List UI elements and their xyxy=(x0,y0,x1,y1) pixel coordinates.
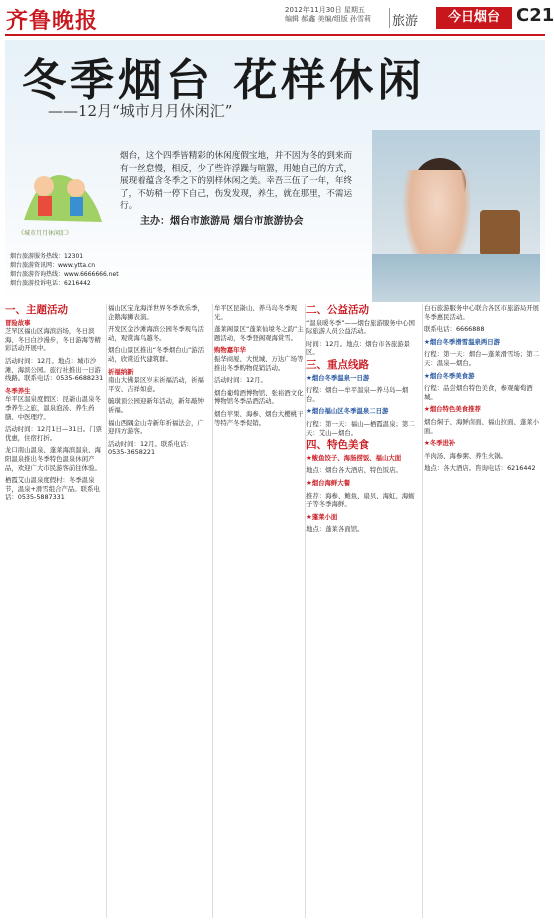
sub-heading: 祈福纳新 xyxy=(108,367,134,376)
article-paragraph: 地点：各大酒店。咨询电话：6216442 xyxy=(424,464,536,473)
article-paragraph: 推荐：海参、鲍鱼、扇贝、海虹、海蛎子等冬季海鲜。 xyxy=(306,491,415,509)
section-heading: 四、特色美食 xyxy=(306,439,369,452)
article-paragraph: 地点：烟台各大酒店、特色饭店。 xyxy=(306,466,402,475)
article-paragraph: ★烟台冬季美食游 xyxy=(424,371,475,380)
dateline xyxy=(285,6,385,24)
article-paragraph: 活动时间：12月。联系电话：0535-3658221 xyxy=(108,439,193,457)
sub-heading: 购物嘉年华 xyxy=(214,346,246,355)
article-paragraph: 行程：品尝烟台特色美食，参观葡萄酒城。 xyxy=(424,384,533,401)
article-paragraph: ★烟台冬季滑雪温泉两日游 xyxy=(424,337,501,346)
section-name: 旅游 xyxy=(392,14,419,29)
article-paragraph: 龙口南山温泉、蓬莱海滨温泉、海阳温泉推出冬季特色温泉休闲产品，欢迎广大市民游客前往体验。 xyxy=(5,446,101,472)
sub-heading: 冬季养生 xyxy=(5,386,31,395)
article-paragraph: 南山大佛景区岁末祈福活动，祈福平安、吉祥如意。 xyxy=(108,376,204,393)
article-paragraph: ★冬季进补 xyxy=(424,439,456,448)
section-heading: 二、公益活动 xyxy=(306,304,369,316)
date: 2012年11月30日 星期五 xyxy=(285,6,365,14)
newspaper-logo: 齐鲁晚报 xyxy=(6,8,99,34)
article-paragraph: 联系电话：6666888 xyxy=(424,325,485,334)
column-5 xyxy=(424,304,545,918)
hot-spring-photo xyxy=(372,130,540,302)
sub-heading: 冒险故事 xyxy=(5,318,31,327)
masthead xyxy=(0,0,554,34)
article-paragraph: ★烟台福山区冬季温泉二日游 xyxy=(306,407,389,416)
header-rule xyxy=(5,34,545,36)
section-box: 今日烟台 xyxy=(436,7,512,29)
article-paragraph: “温泉暖冬季”——烟台旅游服务中心国际旅游人员公益活动。 xyxy=(306,318,415,336)
column-rule xyxy=(106,304,107,918)
article-paragraph: 栖霞艾山温泉度假村：冬季温泉节，温泉+滑雪组合产品。联系电话：0535-5887331 xyxy=(5,476,100,502)
column-rule xyxy=(212,304,213,918)
article-paragraph: 活动时间：12月1日—31日。门票优惠，住宿打折。 xyxy=(5,425,103,442)
column-3 xyxy=(214,304,304,918)
article-paragraph: 烟台苹果、海参、烟台大樱桃干等特产冬季促销。 xyxy=(214,409,304,427)
article-paragraph: 烟台葡萄酒博物馆、张裕酒文化博物馆冬季品酒活动。 xyxy=(214,388,304,406)
article-paragraph: 振华商厦、大悦城、万达广场等推出冬季购物促销活动。 xyxy=(214,354,304,372)
article-paragraph: 行程：第一天：烟台—蓬莱滑雪场；第二天：温泉—烟台。 xyxy=(424,350,540,367)
editors: 编辑 郝鑫 美编/组版 孙雪莉 xyxy=(285,15,372,23)
article-paragraph: 行程：第一天：福山—栖霞温泉；第二天：艾山—烟台。 xyxy=(306,419,415,437)
article-paragraph: 地点：蓬莱各面馆。 xyxy=(306,525,364,534)
article-paragraph: 烟台山景区推出“冬季烟台山”游活动，欣赏近代建筑群。 xyxy=(108,346,205,363)
article-paragraph: ★鲅鱼饺子、海肠捞饭、福山大面 xyxy=(306,453,402,462)
article-paragraph: 白石旅游服务中心联合各区市旅游局开展冬季惠民活动。 xyxy=(424,304,540,321)
article-paragraph: 开发区金沙滩海滨公园冬季观鸟活动，观赏海鸟越冬。 xyxy=(108,325,204,342)
section-heading: 一、主题活动 xyxy=(5,304,68,316)
article-paragraph: ★烟台海鲜大餐 xyxy=(306,478,351,487)
article-paragraph: 行程：烟台—牟平温泉—养马岛—烟台。 xyxy=(306,386,409,403)
mascot-illustration xyxy=(14,150,110,230)
article-paragraph: ★烟台冬季温泉一日游 xyxy=(306,373,370,382)
article-paragraph: 毓璜顶公园迎新年活动，新年敲钟祈福。 xyxy=(108,397,204,414)
mascot-caption: 《城市月月休闲汇》 xyxy=(18,230,73,237)
article-paragraph: 牟平区温泉度假区：昆嵛山温泉冬季养生之旅，温泉泡汤、养生药膳、中医理疗。 xyxy=(5,395,101,421)
article-paragraph: 福山区宝龙海洋世界冬季欢乐季，企鹅海狮表演。 xyxy=(108,304,204,321)
subtitle: ——12月“城市月月休闲汇” xyxy=(48,102,233,120)
article-paragraph: 活动时间：12月。 xyxy=(214,376,267,385)
article-paragraph: 烟台焖子、海鲜卤面、福山拉面、蓬莱小面。 xyxy=(424,417,540,435)
column-rule xyxy=(422,304,423,918)
article-paragraph: 蓬莱阁景区“蓬莱仙境冬之韵”主题活动，冬季登阁观海赏雪。 xyxy=(214,325,304,342)
article-paragraph: 活动时间：12月。地点：城市沙滩、海滨公园。旅行社推出一日游线路。联系电话：0535-6688231 xyxy=(5,356,104,383)
contact-info: 烟台旅游服务热线：12301 烟台旅游资讯网：www.ytta.cn 烟台旅游咨询热线：www.6666666.net 烟台旅游投诉电话：6216442 xyxy=(10,253,119,287)
organizer-line: 主办：烟台市旅游局 烟台市旅游协会 xyxy=(140,216,304,227)
column-1 xyxy=(5,304,104,918)
column-4 xyxy=(306,304,421,918)
intro-text: 烟台，这个四季皆精彩的休闲度假宝地，并不因为冬的到来而有一丝怠慢，相反，少了些许浮躁与喧嚣，用她自己的方式，展现着蕴含冬季之下的别样休闲之美。幸吾三伍了一年，年终了，不妨稍一停下自己，伤发发现，养生，就在那里，不需运行。 xyxy=(120,151,353,211)
wooden-bucket-icon xyxy=(480,210,520,256)
page-number: C21 xyxy=(516,5,554,26)
article-paragraph: 芝罘区福山区海滨浴场，冬日滨海、冬日白沙漫步，冬日游海等精彩活动开展中。 xyxy=(5,327,101,353)
divider xyxy=(389,8,390,28)
article-paragraph: 牟平区昆嵛山、养马岛冬季观光。 xyxy=(214,304,298,321)
article-paragraph: 羊肉汤、海参粥、养生火锅。 xyxy=(424,451,508,460)
column-2 xyxy=(108,304,210,918)
article-paragraph: 时间：12月。地点：烟台市各旅游景区。 xyxy=(306,339,410,357)
headline: 冬季烟台 花样休闲 xyxy=(22,55,426,106)
article-paragraph: 福山西隅金山寺新年祈福法会，广迎四方游客。 xyxy=(108,418,204,436)
article-paragraph: ★蓬莱小面 xyxy=(306,512,338,521)
section-heading: 三、重点线路 xyxy=(306,358,369,371)
article-paragraph: ★烟台特色美食推荐 xyxy=(424,405,481,414)
